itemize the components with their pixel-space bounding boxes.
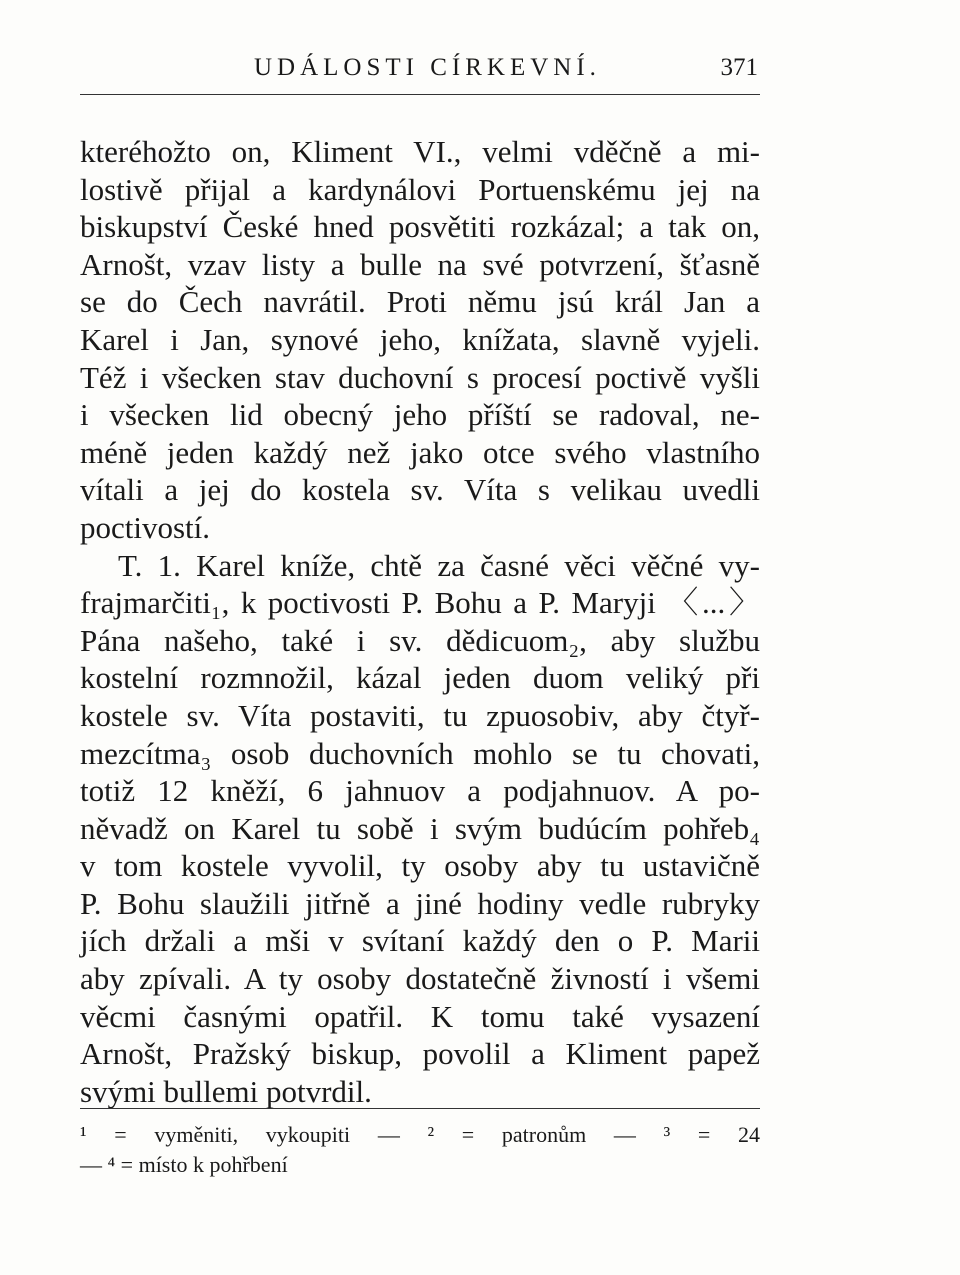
text-line: Též i všecken stav duchovní s procesí poctivě vyšli [80, 359, 760, 395]
text-line: věcmi časnými opatřil. K tomu také vysazení [80, 998, 760, 1034]
text-line: Karel i Jan, synové jeho, knížata, slavně vyjeli. [80, 321, 760, 357]
text-line: totiž 12 kněží, 6 jahnuov a podjahnuov. A po- [80, 773, 760, 809]
text-line: poctivostí. [80, 509, 211, 545]
text-line: i všecken lid obecný jeho příští se radoval, ne- [80, 397, 760, 433]
text-line: svými bullemi potvrdil. [80, 1073, 372, 1109]
running-header [80, 54, 760, 94]
running-title: UDÁLOSTI CÍRKEVNÍ. [254, 54, 601, 81]
text-line: Arnošt, Pražský biskup, povolil a Kliment papež [80, 1036, 760, 1072]
footnote-rule [80, 1108, 760, 1109]
text-line: něvadž on Karel tu sobě i svým budúcím pohřeb₄ [80, 810, 760, 846]
header-rule [80, 94, 760, 95]
footnote-line: — ⁴ = místo k pohřbení [80, 1152, 288, 1177]
text-line: v tom kostele vyvolil, ty osoby aby tu ustavičně [80, 848, 760, 884]
text-line: jích držali a mši v svítaní každý den o P. Marii [80, 923, 760, 959]
text-line: Arnošt, vzav listy a bulle na své potvrzení, šťasně [80, 246, 760, 282]
text-line: méně jeden každý než jako otce svého vlastního [80, 434, 760, 470]
text-line: T. 1. Karel kníže, chtě za časné věci věčné vy- [118, 547, 760, 583]
footnotes [80, 1120, 760, 1180]
text-line: kteréhožto on, Kliment VI., velmi vděčně a mi- [80, 134, 760, 169]
text-line: kostele sv. Víta postaviti, tu zpuosobiv, aby čtyř- [80, 697, 760, 733]
text-line: vítali a jej do kostela sv. Víta s velikau uvedli [80, 472, 760, 508]
page-number: 371 [720, 54, 758, 81]
text-line: mezcítma₃ osob duchovních mohlo se tu chovati, [80, 735, 760, 771]
text-line: Pána našeho, také i sv. dědicuom₂, aby službu [80, 622, 760, 658]
footnote-line: ¹ = vyměniti, vykoupiti — ² = patronům — ³ = 24 [80, 1122, 760, 1147]
text-line: se do Čech navrátil. Proti němu jsú král Jan a [80, 284, 760, 320]
text-line: frajmarčiti₁, k poctivosti P. Bohu a P. Maryji 〈...〉 [80, 585, 760, 621]
text-line: kostelní rozmnožil, kázal jeden duom veliký při [80, 660, 760, 696]
text-line: lostivě přijal a kardynálovi Portuenskému jej na [80, 171, 760, 207]
body-text [80, 133, 760, 1110]
text-line: biskupství České hned posvětiti rozkázal; a tak on, [80, 209, 760, 245]
text-line: aby zpívali. A ty osoby dostatečně živností i všemi [80, 961, 760, 997]
text-line: P. Bohu slaužili jitřně a jiné hodiny vedle rubryky [80, 885, 760, 921]
